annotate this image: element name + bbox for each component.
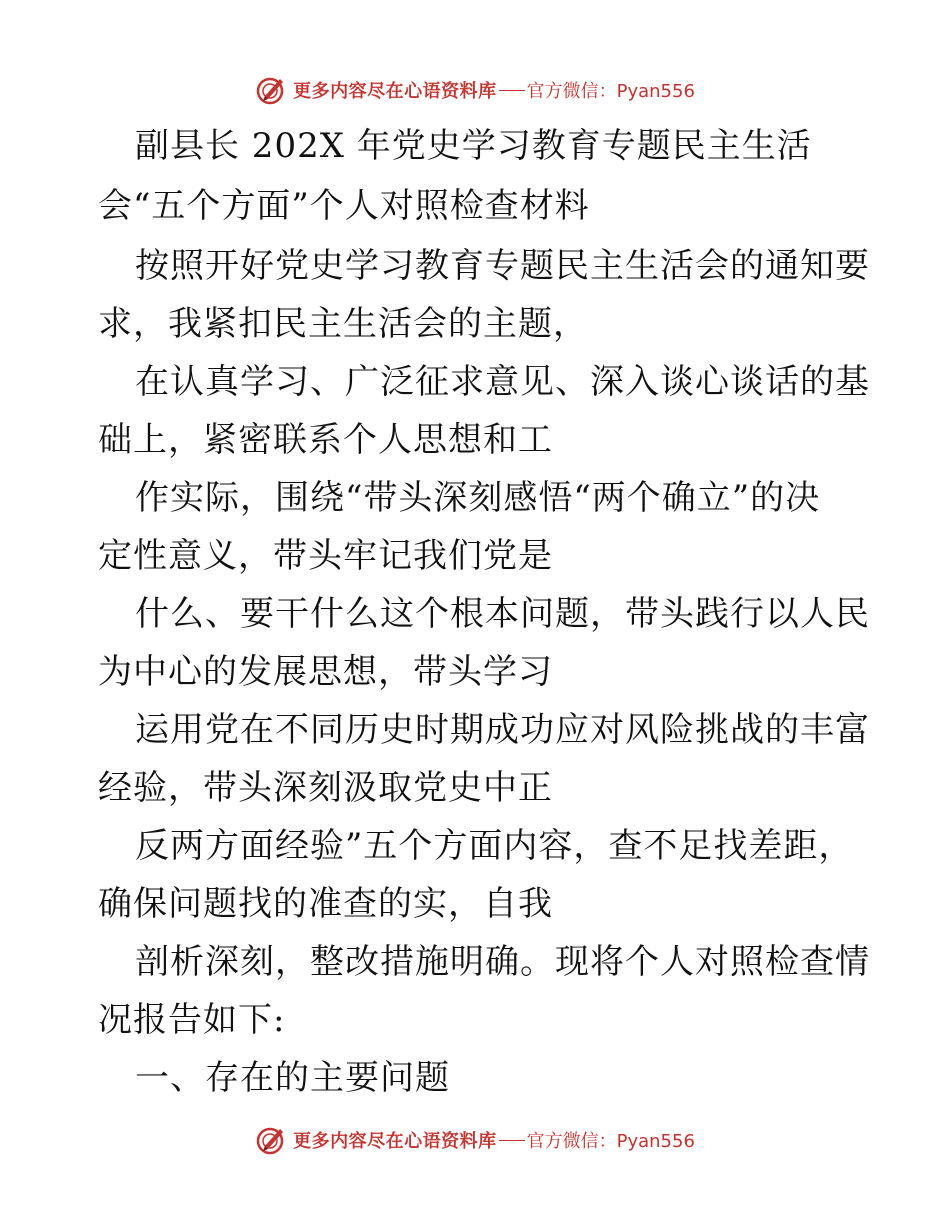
watermark-contact: 官方微信：Pyan556 xyxy=(526,1131,695,1152)
body-line: 定性意义，带头牢记我们党是 xyxy=(98,536,553,576)
body-line: 础上，紧密联系个人思想和工 xyxy=(98,420,553,460)
body-line: 什么、要干什么这个根本问题，带头践行以人民 xyxy=(135,594,870,634)
body-line: 为中心的发展思想，带头学习 xyxy=(98,652,553,692)
body-line: 求，我紧扣民主生活会的主题， xyxy=(98,304,588,344)
body-line: 剖析深刻，整改措施明确。现将个人对照检查情 xyxy=(135,942,870,982)
body-line: 运用党在不同历史时期成功应对风险挑战的丰富 xyxy=(135,710,870,750)
watermark-banner-bottom xyxy=(0,1120,950,1160)
watermark-contact: 官方微信：Pyan556 xyxy=(526,81,695,102)
watermark-text: 更多内容尽在心语资料库 xyxy=(293,81,497,102)
body-line: 况报告如下: xyxy=(98,1000,286,1040)
watermark-text: 更多内容尽在心语资料库 xyxy=(293,1131,497,1152)
body-line: 反两方面经验”五个方面内容，查不足找差距， xyxy=(135,826,854,866)
watermark-separator xyxy=(499,1140,525,1141)
pen-logo-icon xyxy=(255,74,287,106)
document-title-line-2: 会“五个方面”个人对照检查材料 xyxy=(98,186,590,226)
body-line: 按照开好党史学习教育专题民主生活会的通知要 xyxy=(135,246,870,286)
watermark-separator xyxy=(499,90,525,91)
document-title-line-1: 副县长 202X 年党史学习教育专题民主生活 xyxy=(135,126,812,166)
body-line: 作实际，围绕“带头深刻感悟“两个确立”的决 xyxy=(135,478,821,518)
watermark-banner-top xyxy=(0,70,950,110)
body-line: 经验，带头深刻汲取党史中正 xyxy=(98,768,553,808)
body-line: 在认真学习、广泛征求意见、深入谈心谈话的基 xyxy=(135,362,870,402)
pen-logo-icon xyxy=(255,1124,287,1156)
section-heading: 一、存在的主要问题 xyxy=(135,1058,450,1098)
body-line: 确保问题找的准查的实，自我 xyxy=(98,884,553,924)
